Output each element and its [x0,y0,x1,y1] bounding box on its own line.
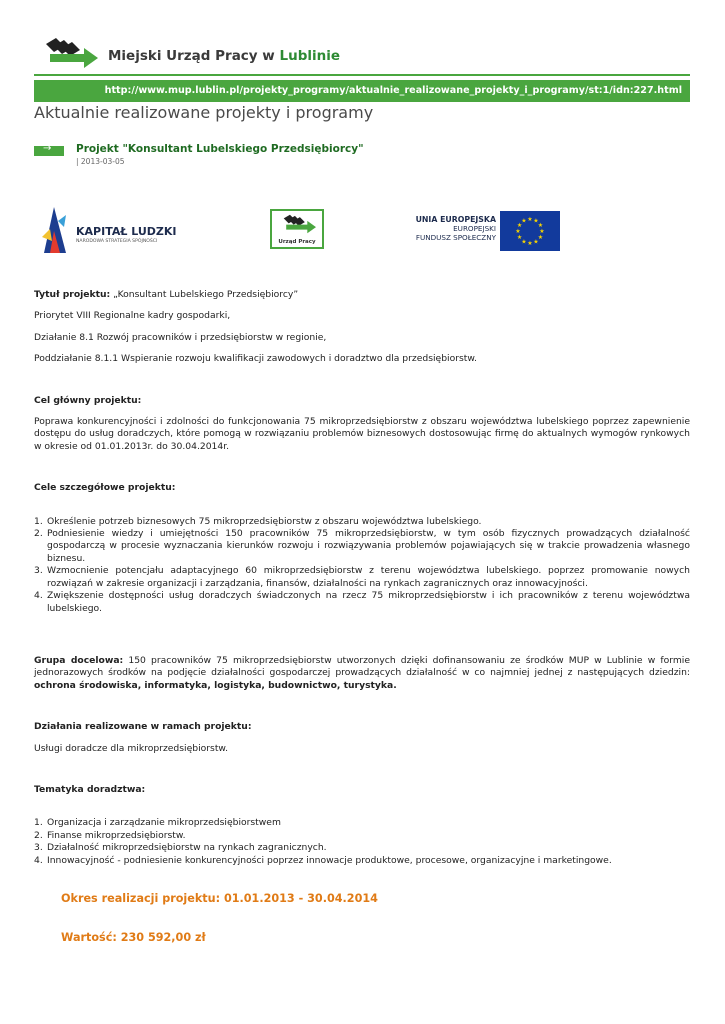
list-item: 4. Zwiększenie dostępności usług doradczych świadczonych na rzecz 75 mikroprzedsiębiorstw i ich pracowników z terenu województwa lubelskiego. [34,590,690,614]
page-url[interactable]: http://www.mup.lublin.pl/projekty_programy/aktualnie_realizowane_projekty_i_programy/st:1/idn:227.html [104,85,682,96]
kapital-ludzki-subtext: NARODOWA STRATEGIA SPÓJNOŚCI [76,239,158,244]
url-bar [34,80,690,102]
site-header [40,36,360,72]
urzad-pracy-icon [280,213,316,235]
svg-text:★: ★ [516,234,523,241]
list-item: 2. Finanse mikroprzedsiębiorstw. [34,829,186,841]
kapital-ludzki-icon [40,207,70,253]
list-item: 4. Innowacyjność - podniesienie konkurencyjności poprzez innowacje produktowe, procesowe, organizacyjne i marketingowe. [34,854,612,866]
project-date: | 2013-03-05 [76,157,125,166]
list-item: 1. Określenie potrzeb biznesowych 75 mikroprzedsiębiorstw z obszaru województwa lubelskiego. [34,515,482,527]
eu-flag-icon [500,211,560,251]
project-title-line: Tytuł projektu: „Konsultant Lubelskiego Przedsiębiorcy” [34,289,299,300]
eu-text: UNIA EUROPEJSKA EUROPEJSKI FUNDUSZ SPOŁECZNY [415,215,496,242]
urzad-pracy-label: Urząd Pracy [278,239,316,245]
site-name-city: Lublinie [279,48,341,64]
topics-list [34,817,690,867]
list-item: 1. Organizacja i zarządzanie mikroprzedsiębiorstwem [34,817,281,829]
project-value: Wartość: 230 592,00 zł [61,931,206,945]
svg-text:★: ★ [539,228,545,235]
specific-goals-list [34,516,690,615]
svg-text:★: ★ [521,238,527,246]
svg-text:★: ★ [527,216,533,223]
svg-text:★: ★ [521,217,527,225]
activities-text: Usługi doradcze dla mikroprzedsiębiorstw. [34,742,229,754]
kapital-ludzki-text: KAPITAŁ LUDZKI [76,225,177,238]
svg-text:★: ★ [515,228,521,235]
svg-text:★: ★ [527,240,533,247]
mup-logo-icon [40,38,98,68]
topics-heading: Tematyka doradztwa: [34,783,146,795]
svg-text:★: ★ [537,234,544,241]
logos-row [34,203,690,263]
eu-logo [406,209,562,253]
measure-line: Działanie 8.1 Rozwój pracowników i przedsiębiorstw w regionie, [34,331,327,343]
svg-text:★: ★ [537,222,544,229]
arrow-icon: → [34,146,64,156]
site-name-prefix: Miejski Urząd Pracy w [108,48,280,64]
site-name[interactable] [108,48,340,64]
list-item: 3. Działalność mikroprzedsiębiorstw na rynkach zagranicznych. [34,842,327,854]
svg-text:★: ★ [533,238,539,246]
submeasure-line: Poddziałanie 8.1.1 Wspieranie rozwoju kwalifikacji zawodowych i doradztwo dla przedsiębiorstw. [34,353,477,365]
svg-text:★: ★ [533,217,539,225]
activities-heading: Działania realizowane w ramach projektu: [34,721,252,733]
svg-text:★: ★ [516,222,523,229]
header-divider [34,74,690,76]
specific-goals-heading: Cele szczegółowe projektu: [34,482,176,494]
list-item: 3. Wzmocnienie potencjału adaptacyjnego 60 mikroprzedsiębiorstw z terenu województwa lubelskiego. poprzez promowanie nowych rozwiązań w zakresie organizacji i zarządzania, finansów, działalności na rynkach zagranicznych oraz innowacyjności. [34,565,690,589]
main-goal-text: Poprawa konkurencyjności i zdolności do funkcjonowania 75 mikroprzedsiębiorstw z obszaru województwa lubelskiego poprzez zapewnienie dostępu do usług doradczych, które pomogą w rozwiązaniu problemów biznesowych dostosowując firmę do aktualnych wymogów rynkowych w okresie od 01.01.2013r. do 30.04.2014r. [34,416,690,452]
urzad-pracy-logo [270,209,324,249]
project-title-link[interactable]: Projekt "Konsultant Lubelskiego Przedsiębiorcy" [76,143,364,155]
main-goal-heading: Cel główny projektu: [34,394,142,406]
priority-line: Priorytet VIII Regionalne kadry gospodarki, [34,310,231,322]
kapital-ludzki-logo [38,207,198,255]
project-period: Okres realizacji projektu: 01.01.2013 - 30.04.2014 [61,891,378,905]
list-item: 2. Podniesienie wiedzy i umiejętności 150 pracowników 75 mikroprzedsiębiorstw, w tym osób fizycznych prowadzących działalność gospodarczą w procesie wyznaczania kierunków rozwoju i rozwiązywania problemów pojawiających się w trakcie prowadzenia własnego biznesu. [34,528,690,564]
target-group-paragraph: Grupa docelowa: 150 pracowników 75 mikroprzedsiębiorstw utworzonych dzięki dofinansowaniu ze środków MUP w Lublinie w formie jednorazowych środków na podjęcie działalności gospodarczej prowadzących działalność w co najmniej jednej z następujących dziedzin: ochrona środowiska, informatyka, logistyka, budownictwo, turystyka. [34,654,690,691]
article-body [34,289,690,945]
page-title: Aktualnie realizowane projekty i programy [34,103,374,122]
